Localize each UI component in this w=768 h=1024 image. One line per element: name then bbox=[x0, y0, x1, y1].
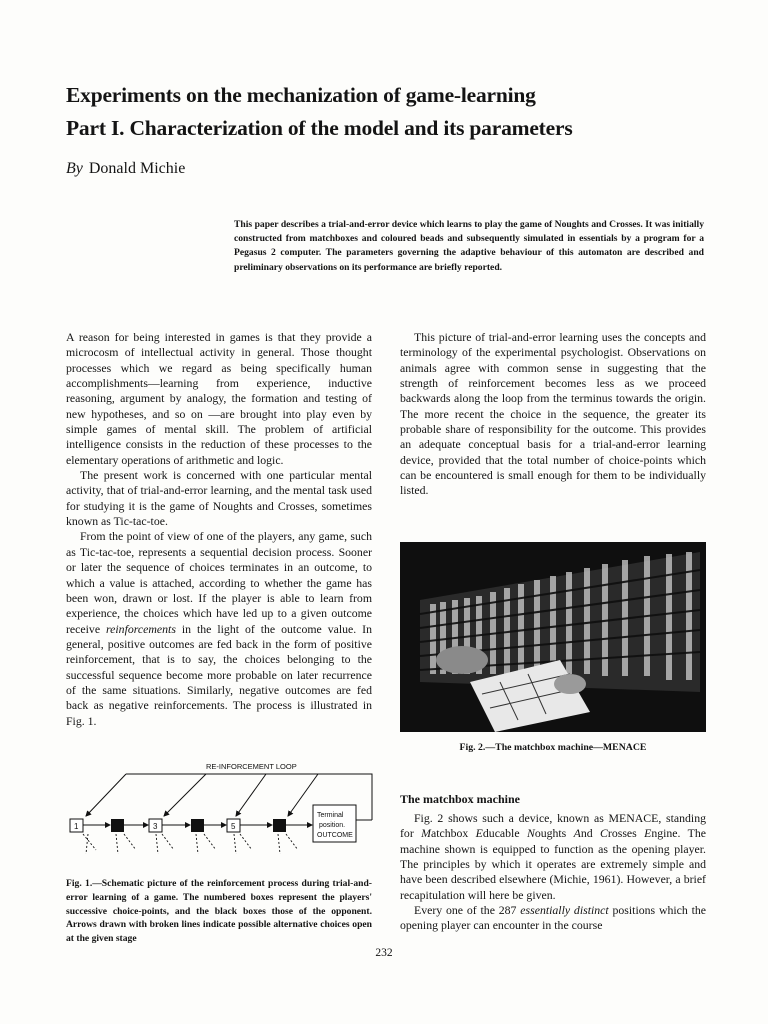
author-name: Donald Michie bbox=[88, 160, 186, 177]
choice-box-3-label: 3 bbox=[153, 822, 158, 831]
menace-word-part: rosses bbox=[607, 826, 645, 841]
left-p3-text-b: in the light of the outcome value. In general, positive outcomes are fed back in the form of positive reinforcement, that is to say, the choices belonging to the successful sequence become more probable on later recurrence of the same situations. Similarly, negative outcomes are fed back as negative reinforcements. The process is illustrated in Fig. 1. bbox=[66, 621, 372, 728]
article-title-line1: Experiments on the mechanization of game-learning bbox=[66, 83, 536, 107]
abstract: This paper describes a trial-and-error device which learns to play the game of Noughts and Crosses. It was initially constructed from matchboxes and coloured beads and subsequently simulated in essentials by a program for a Pegasus 2 computer. The parameters governing the adaptive behaviour of this automaton are described and preliminary observations on its performance are briefly reported. bbox=[234, 219, 704, 273]
opponent-box bbox=[273, 819, 286, 832]
menace-text-a: Fig. 2 shows such a device, known as MENACE, standing for bbox=[400, 811, 706, 841]
figure-2-photo bbox=[400, 542, 706, 732]
alternative-choice-arrows bbox=[83, 834, 298, 854]
right-column-continued bbox=[400, 811, 706, 934]
positions-text-b: positions which the opening player can encounter in the course bbox=[400, 903, 707, 933]
left-p3-emphasis: reinforcements bbox=[106, 621, 176, 636]
menace-word-part: atchbox bbox=[430, 826, 476, 841]
opponent-box bbox=[191, 819, 204, 832]
left-paragraph-2: The present work is concerned with one particular mental activity, that of trial-and-error learning, and the mental task used for studying it is the game of Noughts and Crosses, sometimes known as Tic-tac-toe. bbox=[66, 468, 372, 529]
positions-text-a: Every one of the 287 bbox=[414, 903, 521, 918]
operator-hand bbox=[436, 646, 488, 674]
positions-emphasis: essentially distinct bbox=[520, 903, 609, 918]
right-column bbox=[400, 330, 706, 499]
menace-word-part: ducable bbox=[482, 826, 527, 841]
menace-acronym-letter: A bbox=[573, 826, 581, 841]
page-number: 232 bbox=[375, 947, 393, 959]
byline bbox=[66, 160, 185, 178]
menace-acronym-letter: E bbox=[475, 826, 483, 841]
terminal-label-2: position. bbox=[319, 822, 346, 829]
choice-box-5-label: 5 bbox=[231, 822, 236, 831]
right-paragraph-1: This picture of trial-and-error learning uses the concepts and terminology of the experimental psychologist. Observations on animals agree with common sense in suggesting that the strength of reinforcement becomes less as we proceed backwards along the loop from the terminus towards the origin. The more recent the choice in the sequence, the greater its probable share of responsibility for the outcome. This provides an adequate conceptual basis for a trial-and-error learning device, provided that the total number of choice-points which can be encountered is small enough for them to be individually listed. bbox=[400, 330, 706, 498]
menace-paragraph bbox=[400, 811, 706, 903]
menace-acronym-letter: E bbox=[644, 826, 652, 841]
left-p3-text-a: From the point of view of one of the players, any game, such as Tic-tac-toe, represents a sequential decision process. Sooner or later the sequence of choices terminates in an outcome, to which a value is attached, according to whether the game has been won, drawn or lost. If the player is able to learn from experience, the choices which have led up to a given outcome receive bbox=[66, 529, 372, 636]
figure-1-caption: Fig. 1.—Schematic picture of the reinforcement process during trial-and-error learning of a game. The numbered boxes represent the players' successive choice-points, and the black boxes those of the opponent. Arrows drawn with broken lines indicate possible alternative choices open at the given stage bbox=[66, 878, 372, 945]
terminal-label-3: OUTCOME bbox=[317, 832, 353, 839]
menace-word-part: nd bbox=[580, 826, 601, 841]
left-paragraph-1: A reason for being interested in games is that they provide a microcosm of intellectual activity in general. Those thought processes which we regard as being specifically human accomplishments—learning from experience, inductive reasoning, argument by analogy, the formation and testing of new hypotheses, and so on —are brought into play even by simple games of mental skill. The problem of artificial intelligence consists in the reduction of these processes to the elementary operations of arithmetic and logic. bbox=[66, 330, 372, 467]
feedback-arrow bbox=[236, 774, 266, 816]
feedback-arrow bbox=[164, 774, 206, 816]
byline-by: By bbox=[66, 160, 83, 177]
menace-acronym-letter: M bbox=[421, 826, 431, 841]
left-paragraph-3 bbox=[66, 529, 372, 728]
menace-text-g: ngine. The machine shown is equipped to function as the opening player. The principles by which it operates are extremely simple and have been described elsewhere (Michie, 1961). However, a brief recapitulation will here be given. bbox=[400, 826, 706, 902]
positions-paragraph bbox=[400, 903, 706, 934]
section-heading: The matchbox machine bbox=[400, 792, 520, 806]
operator-hand bbox=[554, 674, 586, 694]
menace-word-part: oughts bbox=[534, 826, 574, 841]
menace-acronym-letter: N bbox=[526, 826, 535, 841]
left-column bbox=[66, 330, 372, 729]
terminal-label-1: Terminal bbox=[317, 812, 344, 819]
reinforcement-loop-label: RE-INFORCEMENT LOOP bbox=[206, 762, 297, 771]
choice-box-1-label: 1 bbox=[74, 822, 79, 831]
feedback-arrow bbox=[86, 774, 126, 816]
article-title-line2: Part I. Characterization of the model and its parameters bbox=[66, 116, 573, 140]
figure-1-diagram bbox=[66, 758, 376, 870]
opponent-box bbox=[111, 819, 124, 832]
menace-acronym-letter: C bbox=[600, 826, 608, 841]
figure-2-caption: Fig. 2.—The matchbox machine—MENACE bbox=[459, 742, 647, 753]
